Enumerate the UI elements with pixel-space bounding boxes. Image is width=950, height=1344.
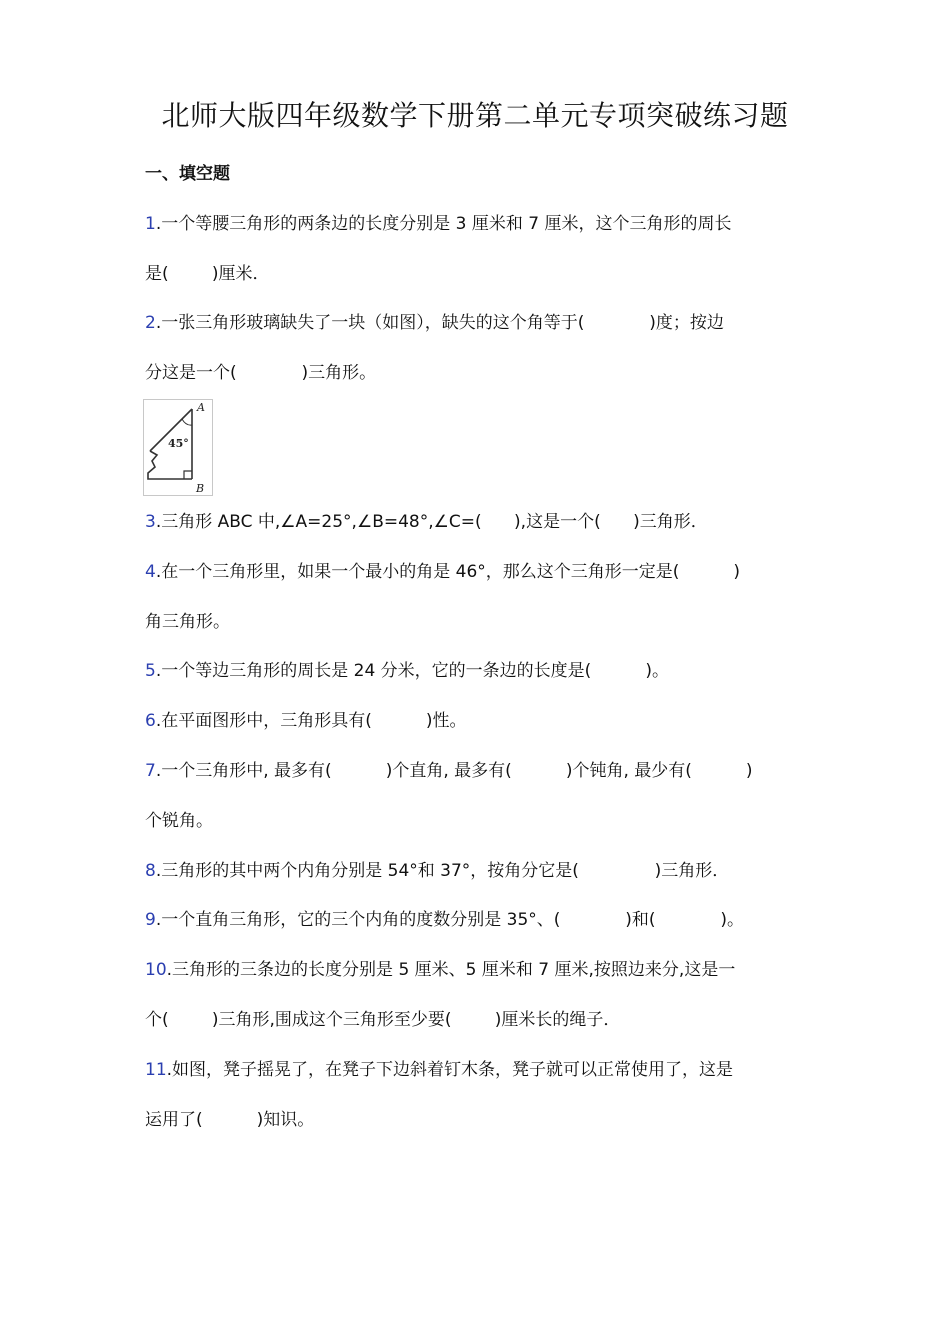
question-line [145,1005,825,1035]
question-line [145,656,825,686]
question-line [145,706,825,736]
question-number: 4 [145,562,156,582]
question-line [145,955,825,985]
broken-triangle-diagram [143,399,213,496]
question-number: 6 [145,711,156,731]
angle-label: 45° [168,437,189,450]
question-number: 11 [145,1060,167,1080]
question-line [145,856,825,886]
question-text: .在平面图形中，三角形具有( )性。 [155,711,467,731]
question-text: .一个直角三角形，它的三个内角的度数分别是 35°、( )和( )。 [155,910,744,930]
question-line [145,806,825,836]
question-text: 角三角形。 [145,612,230,632]
vertex-a-label: A [197,401,205,414]
question-text: .三角形的三条边的长度分别是 5 厘米、5 厘米和 7 厘米,按照边来分,这是一 [166,960,736,980]
question-text: .在一个三角形里，如果一个最小的角是 46°，那么这个三角形一定是( ) [155,562,741,582]
question-text: .如图，凳子摇晃了，在凳子下边斜着钉木条，凳子就可以正常使用了，这是 [166,1060,734,1080]
question-number: 9 [145,910,156,930]
vertex-b-label: B [196,482,205,495]
question-text: 是( )厘米． [145,264,270,284]
question-text: .一张三角形玻璃缺失了一块（如图），缺失的这个角等于( )度；按边 [155,313,724,333]
question-line [145,1055,825,1085]
question-line [145,209,825,239]
question-number: 7 [145,761,156,781]
question-text: .三角形的其中两个内角分别是 54°和 37°，按角分它是( )三角形． [155,861,730,881]
question-number: 3 [145,512,156,532]
question-number: 5 [145,661,156,681]
question-line [145,756,825,786]
question-text: .三角形 ABC 中,∠A=25°,∠B=48°,∠C=( ),这是一个( )三角形． [155,512,708,532]
question-line [145,557,825,587]
question-text: 分这是一个( )三角形。 [145,363,377,383]
question-line [145,507,825,537]
question-line [145,259,825,289]
triangle-figure [143,399,213,496]
question-text: .一个三角形中, 最多有( )个直角, 最多有( )个钝角, 最少有( ) [155,761,753,781]
question-text: 运用了( )知识。 [145,1110,315,1130]
question-text: .一个等边三角形的周长是 24 分米，它的一条边的长度是( )。 [155,661,669,681]
question-line [145,607,825,637]
question-text: 个锐角。 [145,811,213,831]
question-text: 个( )三角形,围成这个三角形至少要( )厘米长的绳子． [145,1010,621,1030]
question-number: 8 [145,861,156,881]
question-number: 10 [145,960,167,980]
question-line [145,1105,825,1135]
section-heading: 一、填空题 [145,164,230,184]
question-number: 2 [145,313,156,333]
question-line [145,905,825,935]
question-line [145,308,825,338]
page-title: 北师大版四年级数学下册第二单元专项突破练习题 [161,99,789,132]
question-text: .一个等腰三角形的两条边的长度分别是 3 厘米和 7 厘米，这个三角形的周长 [155,214,732,234]
question-line [145,358,825,388]
question-number: 1 [145,214,156,234]
